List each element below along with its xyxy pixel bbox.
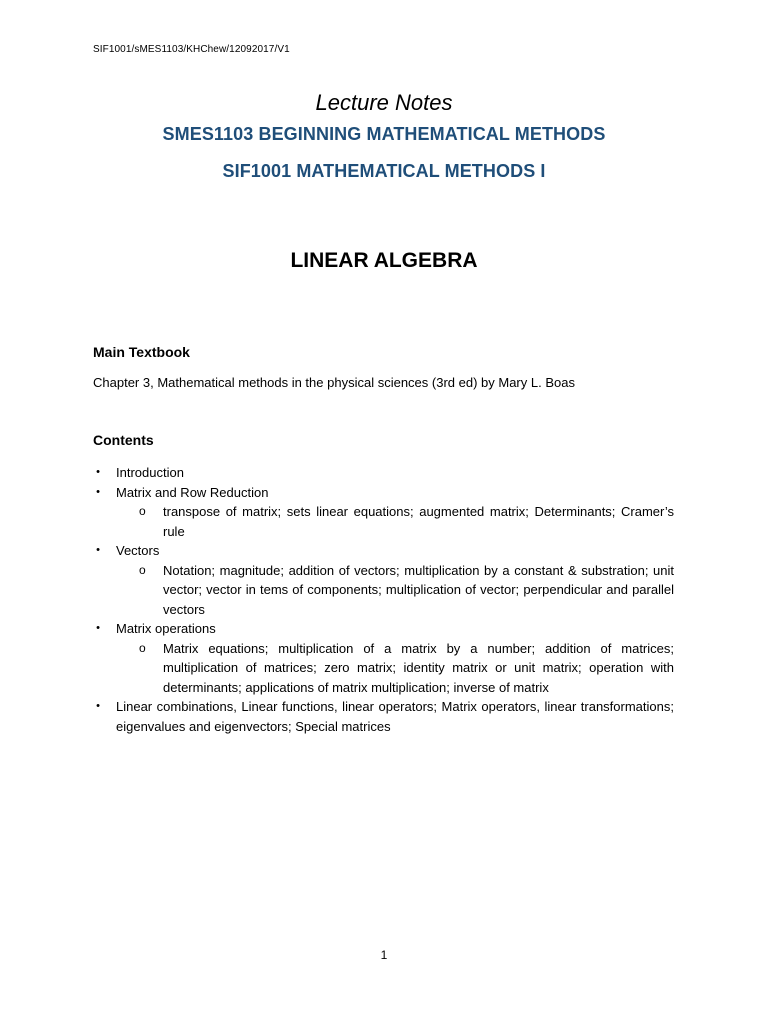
main-textbook-heading: Main Textbook	[93, 344, 190, 360]
bullet-icon: •	[96, 485, 100, 498]
list-item	[93, 619, 674, 639]
sub-list-item-text: Notation; magnitude; addition of vectors; multiplication by a constant & substration; unit vector; vector in tems of components; multiplication of vector; perpendicular and parallel vectors	[163, 562, 674, 617]
bullet-icon: •	[96, 466, 100, 478]
page-number: 1	[380, 948, 388, 962]
sub-list-item	[93, 639, 674, 698]
main-textbook-text: Chapter 3, Mathematical methods in the physical sciences (3rd ed) by Mary L. Boas	[93, 375, 575, 390]
course-title-sif1001: SIF1001 MATHEMATICAL METHODS I	[222, 161, 546, 181]
course-title-smes1103: SMES1103 BEGINNING MATHEMATICAL METHODS	[162, 124, 606, 144]
list-item-label: Matrix and Row Reduction	[116, 484, 269, 500]
lecture-notes-title: Lecture Notes	[315, 90, 453, 115]
sub-list-item	[93, 502, 674, 541]
main-title: LINEAR ALGEBRA	[290, 249, 478, 272]
sub-bullet-icon: o	[139, 562, 146, 577]
bullet-icon: •	[96, 622, 100, 634]
sub-bullet-icon: o	[139, 504, 146, 518]
list-item	[93, 697, 674, 736]
list-item	[93, 541, 674, 561]
bullet-icon: •	[96, 544, 100, 556]
sub-list-item-text: transpose of matrix; sets linear equations; augmented matrix; Determinants; Cramer’s rule	[163, 504, 674, 539]
sub-list-item	[93, 561, 674, 620]
bullet-icon: •	[96, 700, 100, 712]
list-item-label: Matrix operations	[116, 621, 216, 636]
contents-heading: Contents	[93, 432, 154, 448]
contents-list	[93, 463, 674, 736]
list-item-label: Introduction	[116, 465, 184, 480]
sub-bullet-icon: o	[139, 640, 146, 655]
list-item	[93, 463, 674, 483]
document-id: SIF1001/sMES1103/KHChew/12092017/V1	[93, 44, 290, 55]
list-item	[93, 483, 674, 503]
sub-list-item-text: Matrix equations; multiplication of a matrix by a number; addition of matrices; multiplication of matrices; zero matrix; identity matrix or unit matrix; operation with determinants; applications of matrix multiplication; inverse of matrix	[163, 640, 674, 695]
list-item-label: Linear combinations, Linear functions, linear operators; Matrix operators, linear transformations; eigenvalues and eigenvectors; Special matrices	[116, 699, 674, 734]
list-item-label: Vectors	[116, 543, 160, 558]
